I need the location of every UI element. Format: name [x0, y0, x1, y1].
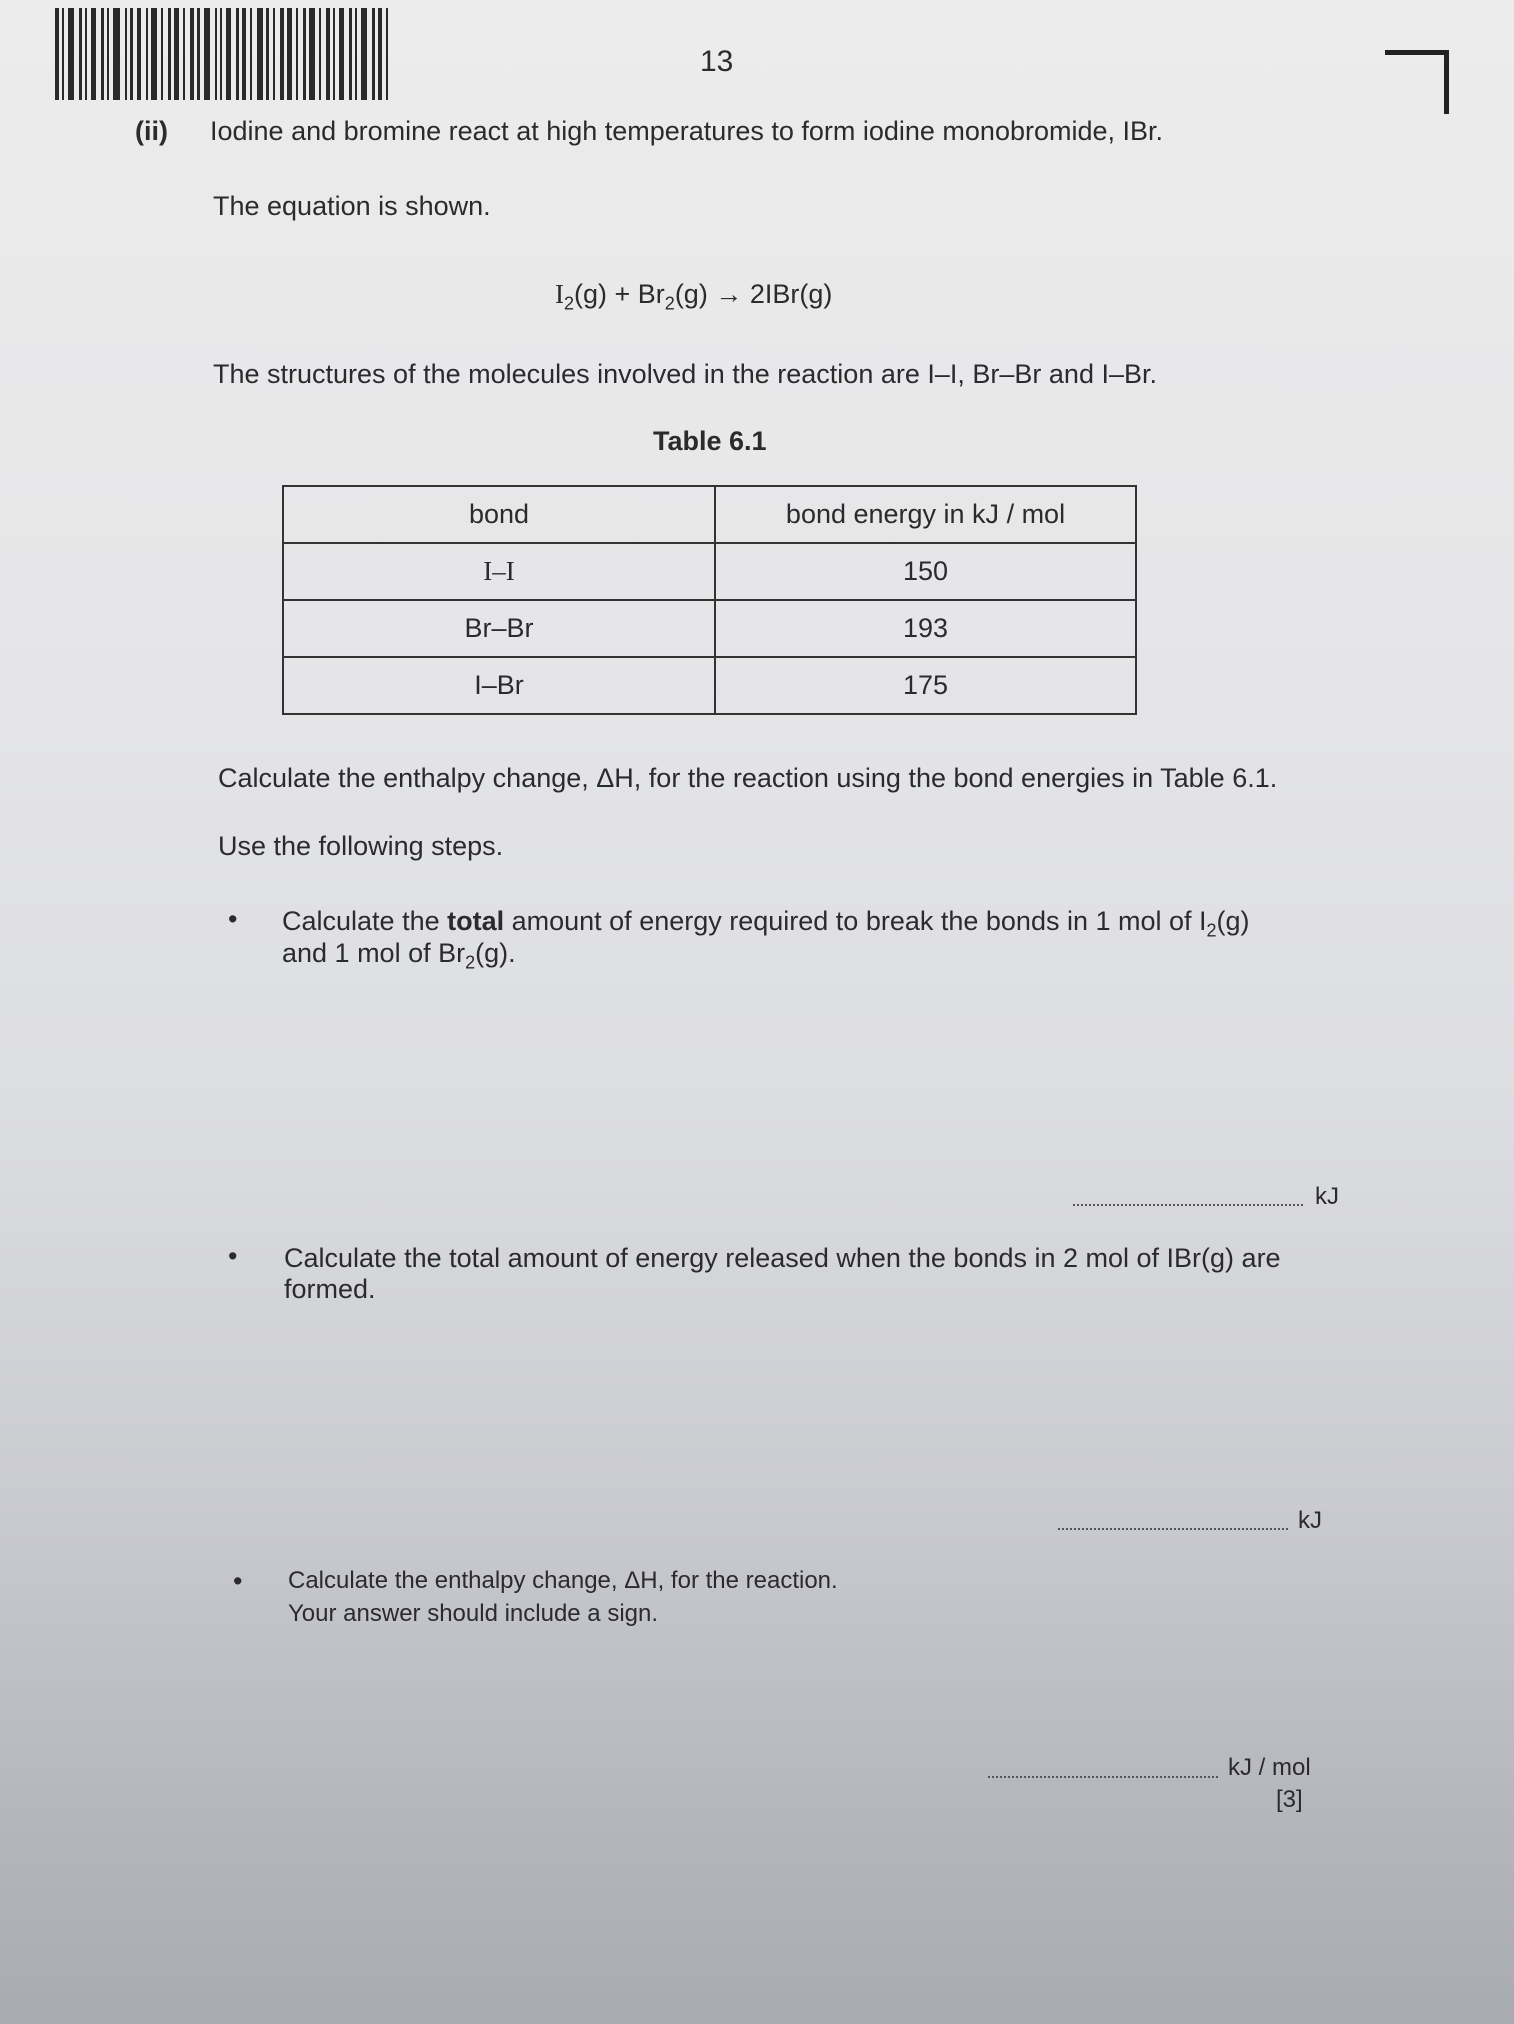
- barcode-bar: [125, 8, 127, 100]
- barcode-bar: [361, 8, 367, 100]
- bond-cell: I–Br: [283, 657, 715, 714]
- barcode: [55, 8, 575, 100]
- barcode-bar: [68, 8, 74, 100]
- barcode-bar: [372, 8, 375, 100]
- unit-kj-2: kJ: [1298, 1507, 1322, 1534]
- barcode-bar: [236, 8, 239, 100]
- barcode-bar: [79, 8, 82, 100]
- barcode-bar: [386, 8, 388, 100]
- table-row: [283, 600, 1136, 657]
- barcode-bar: [303, 8, 306, 100]
- barcode-bar: [326, 8, 330, 100]
- page-number: 13: [700, 45, 734, 78]
- barcode-bar: [91, 8, 96, 100]
- bond-cell: I–I: [283, 543, 715, 600]
- barcode-bar: [197, 8, 200, 100]
- barcode-bar: [250, 8, 252, 100]
- barcode-bar: [355, 8, 357, 100]
- step3-line2: Your answer should include a sign.: [288, 1600, 659, 1627]
- intro-text: Iodine and bromine react at high temperatures to form iodine monobromide, IBr.: [210, 116, 1164, 146]
- step2-line1: Calculate the total amount of energy released when the bonds in 2 mol of IBr(g) are: [284, 1243, 1281, 1273]
- steps-intro: Use the following steps.: [218, 831, 504, 861]
- barcode-bar: [161, 8, 163, 100]
- barcode-bar: [130, 8, 133, 100]
- barcode-bar: [378, 8, 382, 100]
- barcode-bar: [204, 8, 210, 100]
- barcode-bar: [280, 8, 284, 100]
- answer-line-1[interactable]: [1073, 1204, 1303, 1206]
- barcode-bar: [220, 8, 222, 100]
- header-bond-energy: bond energy in kJ / mol: [715, 486, 1136, 543]
- barcode-bar: [287, 8, 292, 100]
- step1-line1: Calculate the total amount of energy required to break the bonds in 1 mol of $I_2(g)$: [282, 906, 1250, 941]
- header-bond: bond: [283, 486, 715, 543]
- bullet-icon: •: [228, 904, 238, 934]
- table-row: [283, 657, 1136, 714]
- barcode-bar: [190, 8, 194, 100]
- barcode-bar: [266, 8, 269, 100]
- bullet-icon: •: [233, 1566, 243, 1596]
- barcode-bar: [146, 8, 148, 100]
- bond-cell: Br–Br: [283, 600, 715, 657]
- equation-intro: The equation is shown.: [213, 191, 491, 221]
- step1-line2: and 1 mol of $Br_2(g)$.: [282, 938, 516, 973]
- barcode-bar: [137, 8, 141, 100]
- energy-cell: 175: [715, 657, 1136, 714]
- barcode-bar: [113, 8, 120, 100]
- unit-kj-per-mol: kJ / mol: [1228, 1754, 1311, 1781]
- barcode-bar: [151, 8, 157, 100]
- answer-line-2[interactable]: [1058, 1528, 1288, 1530]
- barcode-bar: [273, 8, 275, 100]
- barcode-bar: [257, 8, 263, 100]
- barcode-bar: [296, 8, 298, 100]
- barcode-bar: [215, 8, 217, 100]
- barcode-bar: [319, 8, 321, 100]
- bond-energy-table: [282, 485, 1137, 715]
- barcode-bar: [107, 8, 109, 100]
- bullet-icon: •: [228, 1241, 238, 1271]
- instruction-text: Calculate the enthalpy change, ΔH, for the reaction using the bond energies in Table 6.1.: [218, 763, 1278, 793]
- energy-cell: 150: [715, 543, 1136, 600]
- corner-mark: [1385, 50, 1449, 114]
- barcode-bar: [168, 8, 171, 100]
- step3-line1: Calculate the enthalpy change, ΔH, for the reaction.: [288, 1567, 838, 1594]
- unit-kj-1: kJ: [1315, 1183, 1339, 1210]
- barcode-bar: [333, 8, 335, 100]
- table-row: [283, 543, 1136, 600]
- barcode-bar: [174, 8, 179, 100]
- barcode-bar: [85, 8, 87, 100]
- part-label: (ii): [135, 116, 168, 146]
- answer-line-3[interactable]: [988, 1776, 1218, 1778]
- step2-line2: formed.: [284, 1274, 376, 1304]
- barcode-bar: [242, 8, 246, 100]
- chemical-equation: $I_2(g) + Br_2(g) \to 2IBr(g)$: [555, 279, 833, 314]
- barcode-bar: [349, 8, 352, 100]
- barcode-bar: [62, 8, 64, 100]
- barcode-bar: [309, 8, 315, 100]
- barcode-bar: [183, 8, 185, 100]
- structures-text: The structures of the molecules involved in the reaction are I–I, Br–Br and I–Br.: [213, 359, 1157, 389]
- energy-cell: 193: [715, 600, 1136, 657]
- table-header-row: [283, 486, 1136, 543]
- barcode-bar: [101, 8, 104, 100]
- barcode-bar: [339, 8, 344, 100]
- barcode-bar: [226, 8, 231, 100]
- barcode-bar: [55, 8, 59, 100]
- table-caption: Table 6.1: [653, 426, 767, 456]
- marks-label: [3]: [1276, 1786, 1303, 1813]
